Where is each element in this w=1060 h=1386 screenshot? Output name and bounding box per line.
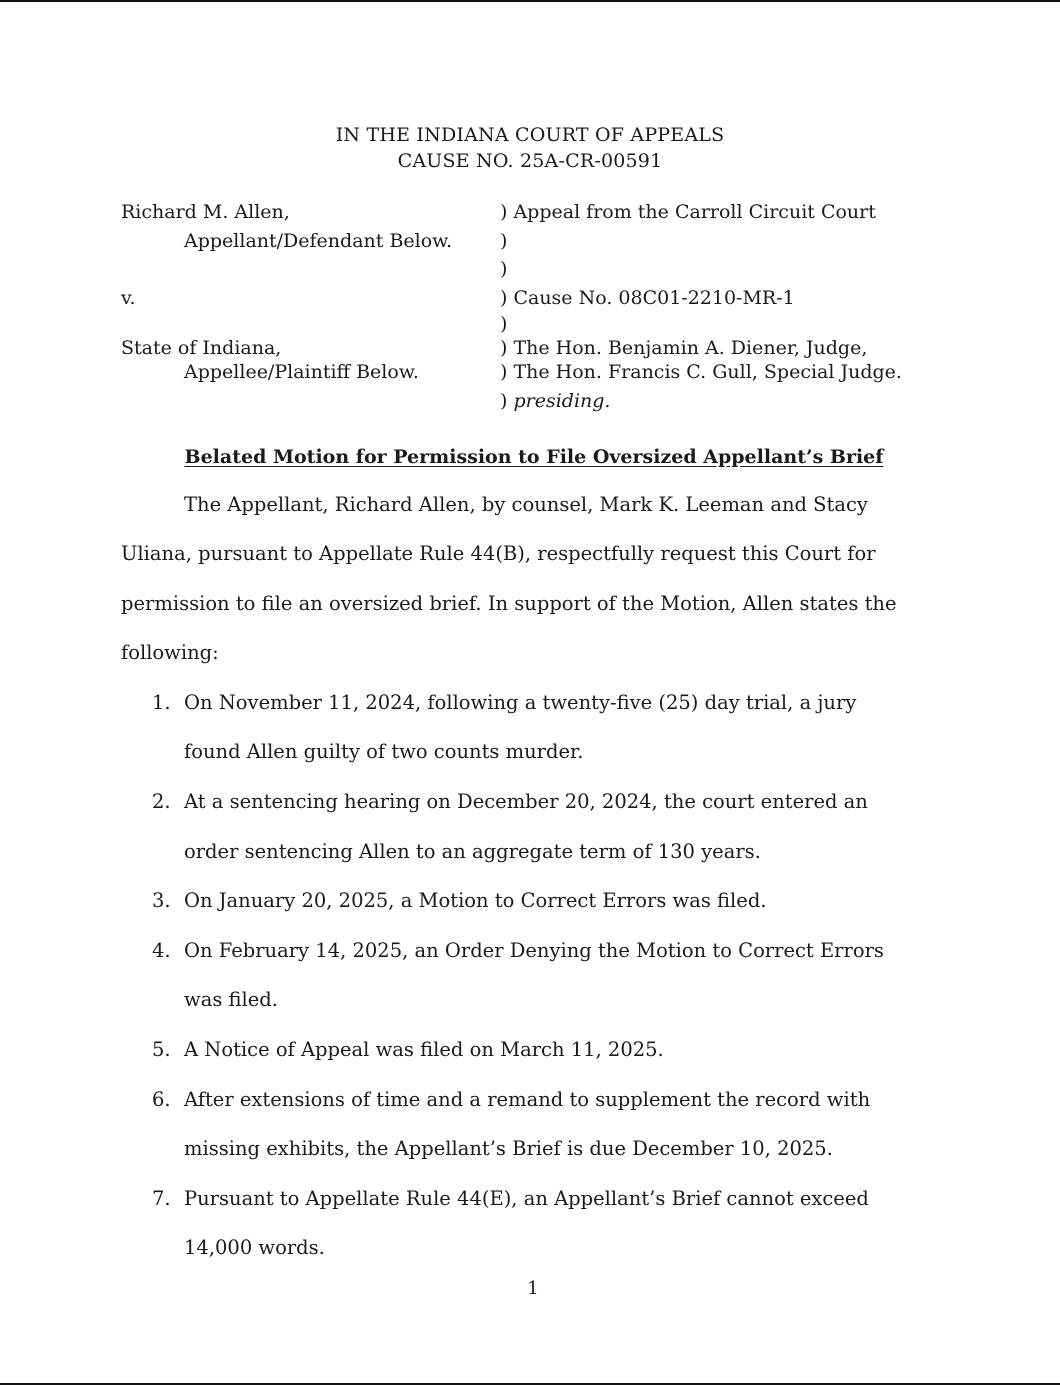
item-number: 3. <box>152 889 171 912</box>
caption-right-line: ) <box>500 258 508 280</box>
caption-right-line: ) <box>500 230 508 252</box>
intro-line: Uliana, pursuant to Appellate Rule 44(B), respectfully request this Court for <box>121 542 876 565</box>
intro-line: The Appellant, Richard Allen, by counsel, Mark K. Leeman and Stacy <box>184 493 868 516</box>
item-line: order sentencing Allen to an aggregate term of 130 years. <box>184 840 761 863</box>
cause-number-heading: CAUSE NO. 25A-CR-00591 <box>397 150 663 172</box>
item-line: found Allen guilty of two counts murder. <box>184 740 584 763</box>
item-line: 14,000 words. <box>184 1236 325 1259</box>
caption-presiding <box>500 390 610 412</box>
caption-right-line: ) The Hon. Francis C. Gull, Special Judge. <box>500 361 902 383</box>
item-number: 2. <box>152 790 171 813</box>
item-line: After extensions of time and a remand to supplement the record with <box>184 1088 871 1111</box>
caption-right-line: ) Cause No. 08C01-2210-MR-1 <box>500 287 795 309</box>
intro-line: permission to file an oversized brief. In support of the Motion, Allen states the <box>121 592 897 615</box>
caption-right-line: ) The Hon. Benjamin A. Diener, Judge, <box>500 337 868 359</box>
item-number: 5. <box>152 1038 171 1061</box>
item-line: On November 11, 2024, following a twenty-five (25) day trial, a jury <box>184 691 857 714</box>
versus: v. <box>121 287 136 309</box>
caption-right-line: ) Appeal from the Carroll Circuit Court <box>500 201 876 223</box>
item-number: 7. <box>152 1187 171 1210</box>
appellee-role: Appellee/Plaintiff Below. <box>184 361 419 383</box>
court-heading: IN THE INDIANA COURT OF APPEALS <box>335 124 725 146</box>
item-line: On January 20, 2025, a Motion to Correct Errors was filed. <box>184 889 767 912</box>
caption-paren: ) <box>500 390 508 412</box>
item-line: was filed. <box>184 988 278 1011</box>
appellee-name: State of Indiana, <box>121 337 282 359</box>
caption-right-line: ) <box>500 313 508 335</box>
item-line: On February 14, 2025, an Order Denying the Motion to Correct Errors <box>184 939 884 962</box>
item-line: A Notice of Appeal was filed on March 11, 2025. <box>184 1038 664 1061</box>
appellant-role: Appellant/Defendant Below. <box>184 230 453 252</box>
top-border <box>0 0 1060 2</box>
item-number: 6. <box>152 1088 171 1111</box>
intro-line: following: <box>121 641 219 664</box>
bottom-border <box>0 1383 1060 1385</box>
item-line: missing exhibits, the Appellant’s Brief is due December 10, 2025. <box>184 1137 833 1160</box>
page-number: 1 <box>527 1278 539 1299</box>
item-line: At a sentencing hearing on December 20, 2024, the court entered an <box>184 790 868 813</box>
motion-title: Belated Motion for Permission to File Oversized Appellant’s Brief <box>184 446 884 468</box>
appellant-name: Richard M. Allen, <box>121 201 290 223</box>
presiding-text: presiding. <box>513 390 611 412</box>
item-number: 1. <box>152 691 171 714</box>
item-line: Pursuant to Appellate Rule 44(E), an Appellant’s Brief cannot exceed <box>184 1187 869 1210</box>
item-number: 4. <box>152 939 171 962</box>
